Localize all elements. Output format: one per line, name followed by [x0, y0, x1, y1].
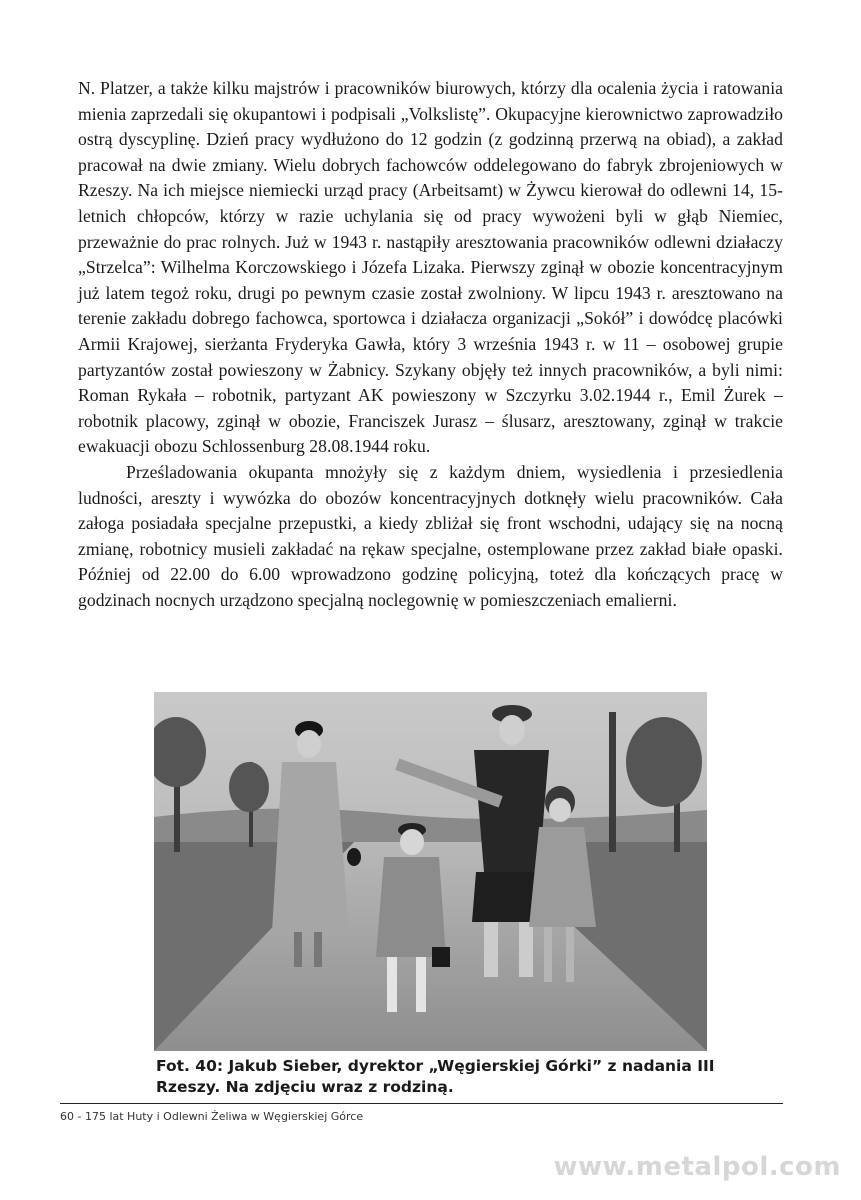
photo-caption: Fot. 40: Jakub Sieber, dyrektor „Węgierskiej Górki” z nadania III Rzeszy. Na zdjęciu wraz z rodziną. — [156, 1057, 715, 1096]
paragraph-2: Prześladowania okupanta mnożyły się z każdym dniem, wysiedlenia i przesiedlenia ludności, areszty i wywózka do obozów koncentracyjnych dotknęły wielu pracowników. Cała załoga posiadała specjalne przepustki, a kiedy zbliżał się front wschodni, udający się na nocną zmianę, robotnicy musieli zakładać na rękaw specjalne, ostemplowane przez zakład białe opaski. Później od 22.00 do 6.00 wprowadzono godzinę policyjną, toteż dla kończących pracę w godzinach nocnych urządzono specjalną noclegownię w pomieszczeniach emalierni. — [78, 461, 783, 610]
page-footer: 60 - 175 lat Huty i Odlewni Żeliwa w Węgierskiej Górce — [60, 1110, 364, 1123]
paragraph-1: N. Platzer, a także kilku majstrów i pracowników biurowych, którzy dla ocalenia życia i ratowania mienia zaprzedali się okupantowi i podpisali „Volkslistę”. Okupacyjne kierownictwo zaprowadziło ostrą dyscyplinę. Dzień pracy wydłużono do 12 godzin (z godzinną przerwą na obiad), a zakład pracował na dwie zmiany. Wielu dobrych fachowców oddelegowano do fabryk zbrojeniowych w Rzeszy. Na ich miejsce niemiecki urząd pracy (Arbeitsamt) w Żywcu kierował do odlewni 14, 15- letnich chłopców, którzy w razie uchylania się od pracy wywożeni byli w głąb Niemiec, przeważnie do prac rolnych. Już w 1943 r. nastąpiły aresztowania pracowników odlewni działaczy „Strzelca”: Wilhelma Korczowskiego i Józefa Lizaka. Pierwszy zginął w obozie koncentracyjnym już latem tegoż roku, drugi po pewnym czasie został zwolniony. W lipcu 1943 r. aresztowano na terenie zakładu dobrego fachowca, sportowca i działacza organizacji „Sokół” i dowódcę placówki Armii Krajowej, sierżanta Fryderyka Gawła, który 3 września 1943 r. w 11 – osobowej grupie partyzantów został powieszony w Żabnicy. Szykany objęły też innych pracowników, a byli nimi: Roman Rykała – robotnik, partyzant AK powieszony w Szczyrku 3.02.1944 r., Emil Żurek – robotnik placowy, zginął w obozie, Franciszek Jurasz – ślusarz, aresztowany, zginął w trakcie ewakuacji obozu Schlossenburg 28.08.1944 roku. — [78, 78, 783, 457]
family-photograph — [154, 692, 707, 1051]
footer-rule — [60, 1103, 783, 1104]
body-text — [78, 76, 783, 613]
watermark: www.metalpol.com — [553, 1152, 841, 1182]
